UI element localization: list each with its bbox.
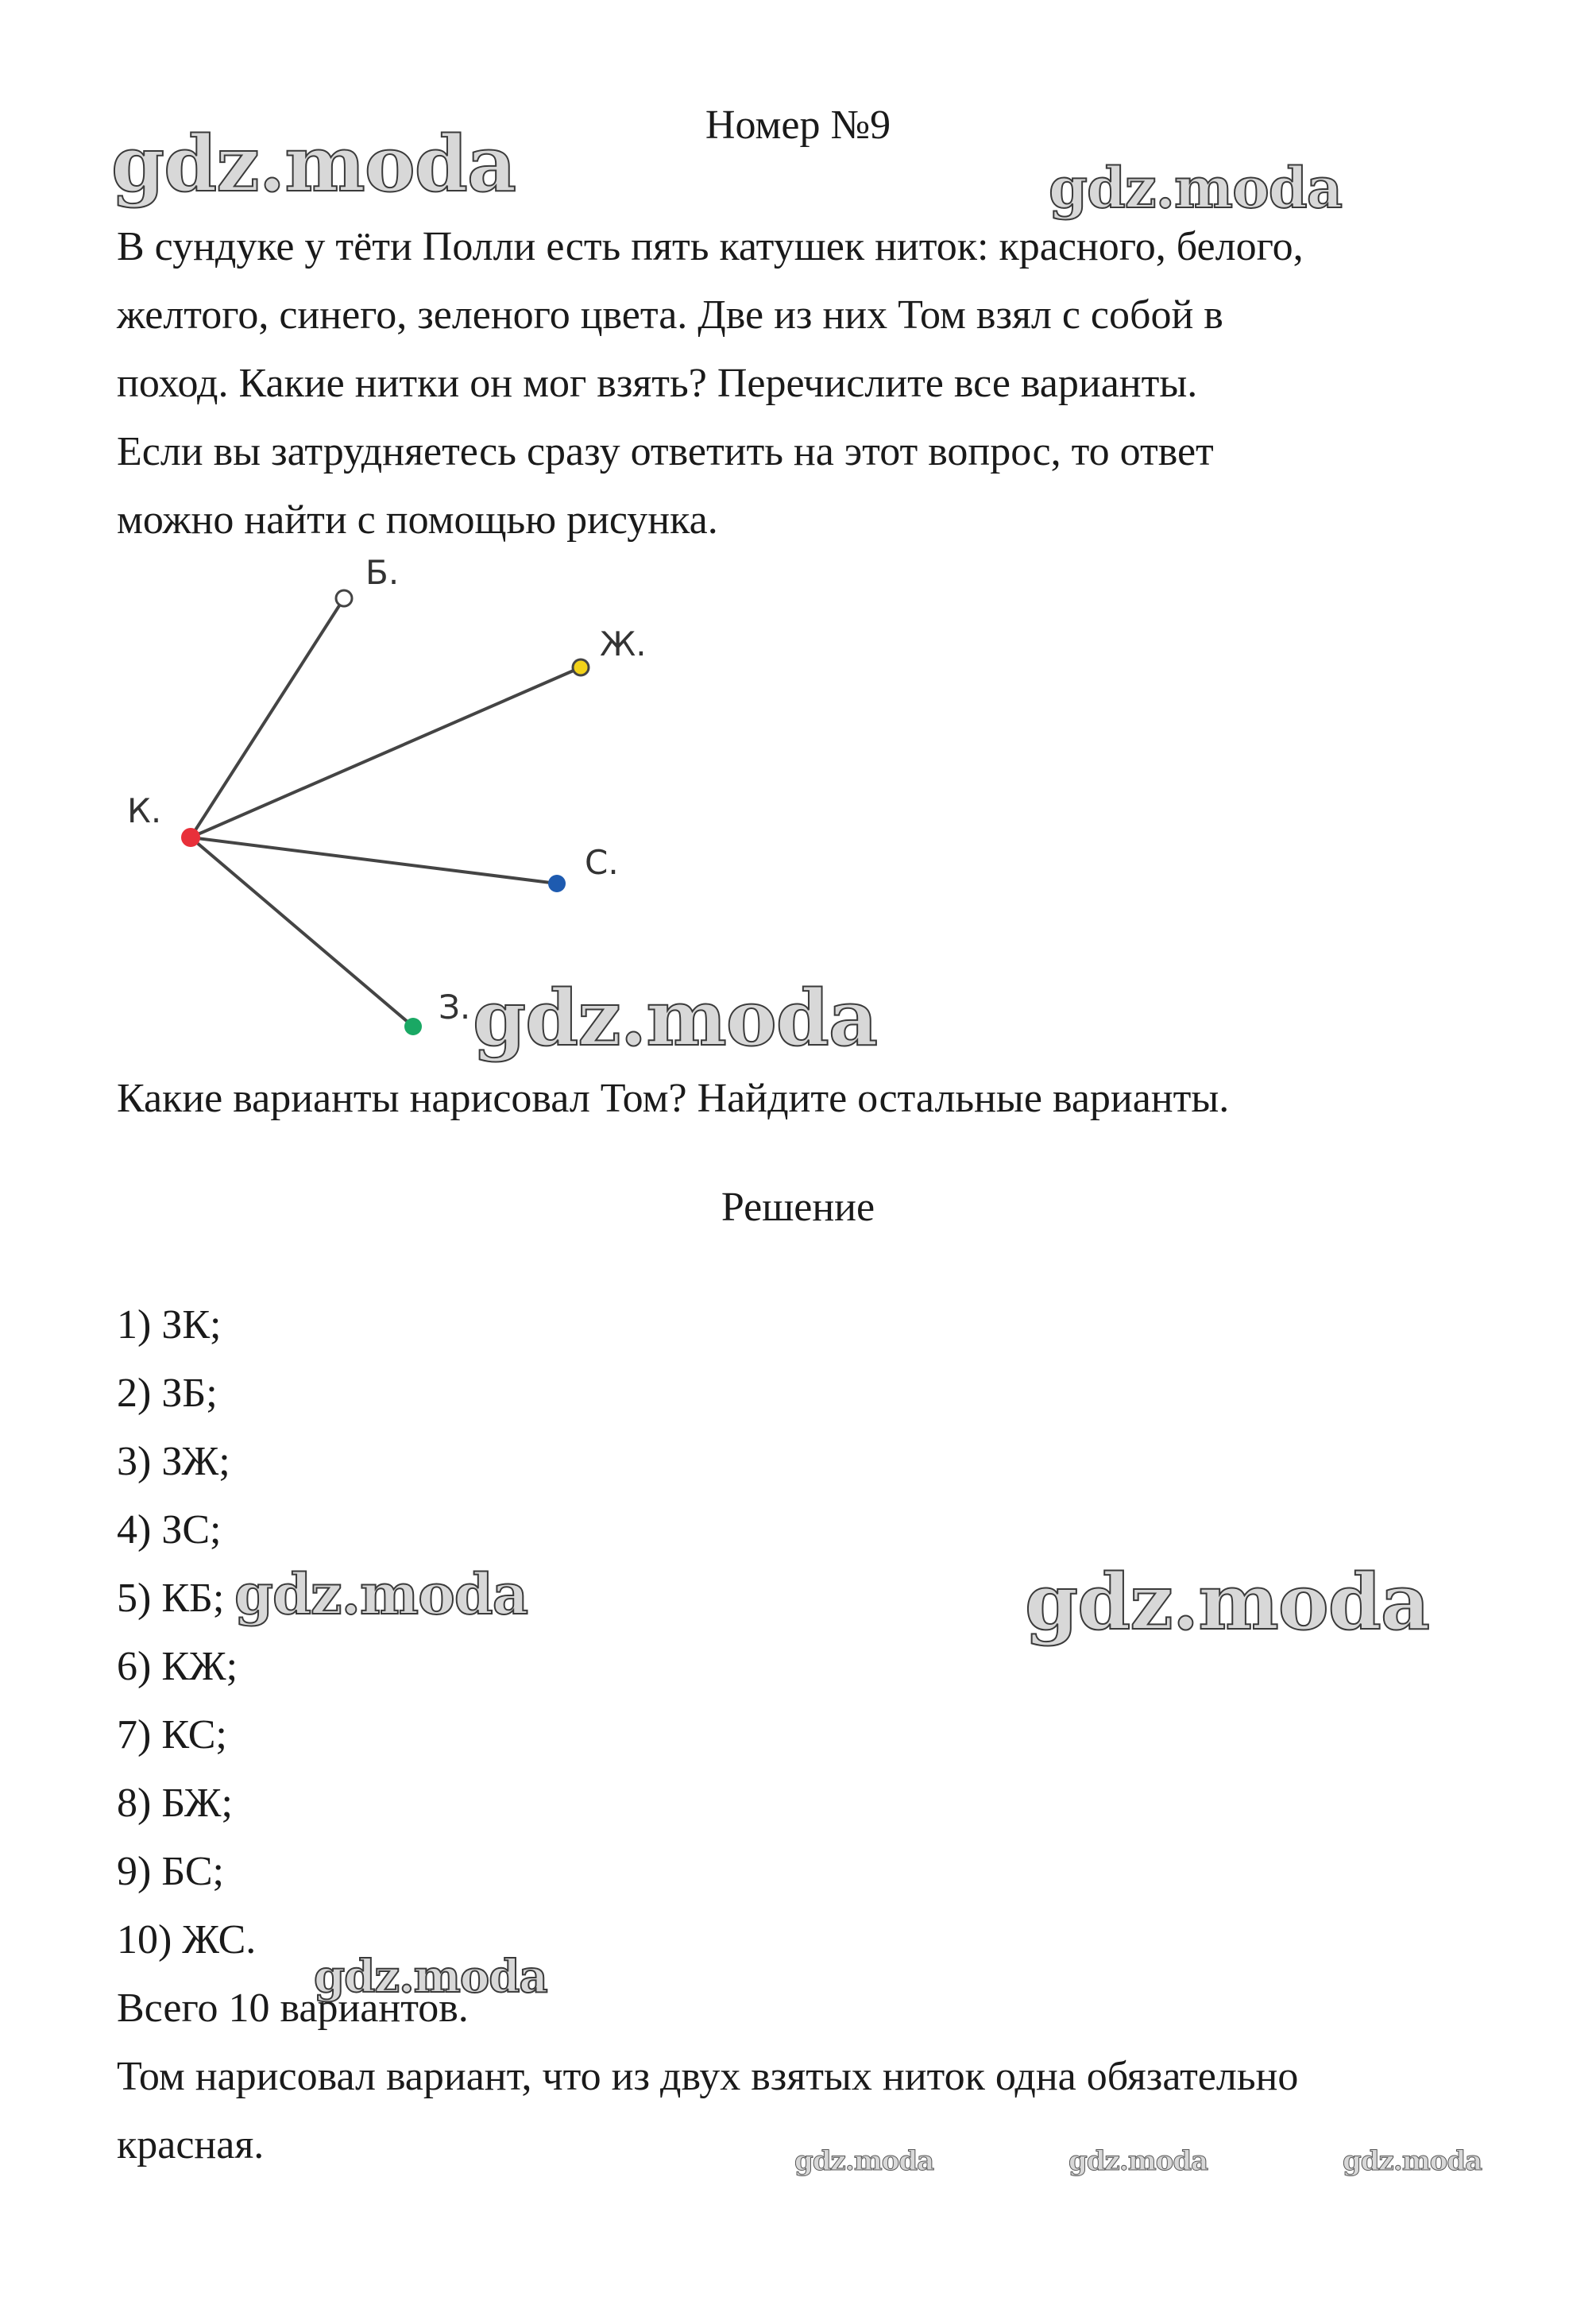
list-item: 1) ЗК; xyxy=(117,1302,222,1348)
list-item: 5) КБ; xyxy=(117,1576,225,1621)
list-item: 2) ЗБ; xyxy=(117,1371,218,1416)
problem-text xyxy=(117,213,1515,555)
question-line: Какие варианты нарисовал Том? Найдите остальные варианты. xyxy=(117,1076,1230,1121)
node-z xyxy=(404,1018,422,1035)
problem-line: желтого, синего, зеленого цвета. Две из них Том взял с собой в xyxy=(117,292,1223,338)
node-s xyxy=(548,875,566,892)
list-item: 8) БЖ; xyxy=(117,1781,233,1826)
edge-k-b xyxy=(191,598,344,837)
node-label-z: З. xyxy=(439,988,471,1027)
node-label-zh: Ж. xyxy=(600,625,647,663)
conclusion-line: Том нарисовал вариант, что из двух взятых ниток одна обязательно xyxy=(117,2054,1299,2099)
edge-k-z xyxy=(191,837,413,1027)
watermark: gdz.moda xyxy=(1069,2145,1208,2177)
list-item: 3) ЗЖ; xyxy=(117,1439,230,1484)
conclusion-line: красная. xyxy=(117,2122,265,2167)
node-k xyxy=(181,828,200,847)
edge-k-zh xyxy=(191,667,581,837)
list-item: 4) ЗС; xyxy=(117,1507,222,1553)
watermark: gdz.moda xyxy=(314,1951,547,2003)
node-b xyxy=(336,590,352,606)
watermark: gdz.moda xyxy=(1025,1557,1430,1647)
node-label-s: С. xyxy=(585,843,619,882)
watermark: gdz.moda xyxy=(111,119,516,209)
watermark: gdz.moda xyxy=(794,2145,934,2177)
watermark: gdz.moda xyxy=(1049,155,1343,221)
node-label-k: К. xyxy=(127,791,162,830)
edge-k-s xyxy=(191,837,557,884)
total-line: Всего 10 вариантов. xyxy=(117,1986,469,2031)
list-item: 7) КС; xyxy=(117,1712,227,1758)
problem-line: поход. Какие нитки он мог взять? Перечислите все варианты. xyxy=(117,361,1198,406)
node-label-b: Б. xyxy=(365,553,400,592)
problem-line: можно найти с помощью рисунка. xyxy=(117,497,718,543)
problem-line: В сундуке у тёти Полли есть пять катушек ниток: красного, белого, xyxy=(117,224,1304,269)
question-text xyxy=(117,1065,1515,1133)
solution-heading: Решение xyxy=(721,1185,875,1230)
watermark: gdz.moda xyxy=(1343,2145,1482,2177)
answer-list xyxy=(117,1291,832,1974)
list-item: 6) КЖ; xyxy=(117,1644,238,1689)
list-item: 10) ЖС. xyxy=(117,1917,257,1962)
page-title: Номер №9 xyxy=(705,102,891,148)
problem-line: Если вы затрудняетесь сразу ответить на этот вопрос, то ответ xyxy=(117,429,1214,474)
watermark: gdz.moda xyxy=(234,1561,528,1627)
watermark: gdz.moda xyxy=(473,973,878,1063)
node-zh xyxy=(573,659,589,675)
list-item: 9) БС; xyxy=(117,1849,224,1894)
